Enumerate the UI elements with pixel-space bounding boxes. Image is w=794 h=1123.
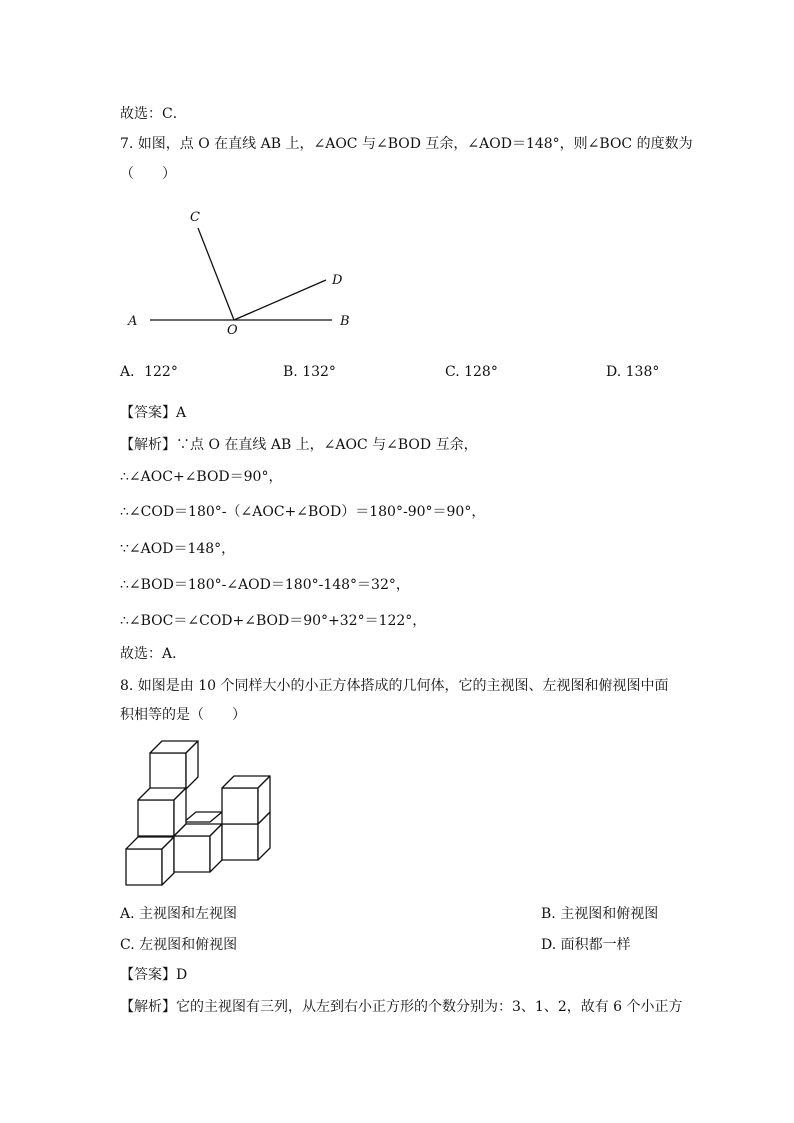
- q8-cube-figure: [120, 735, 280, 895]
- q8-stem-line2: 积相等的是（ ）: [120, 707, 246, 723]
- q7-answer: 【答案】A: [120, 405, 187, 421]
- q7-stem-line1: 7. 如图，点 O 在直线 AB 上，∠AOC 与∠BOD 互余，∠AOD＝148°，则∠BOC 的度数为: [120, 136, 693, 152]
- q7-option-b: B. 132°: [283, 364, 336, 380]
- q7-angle-figure: [120, 200, 370, 345]
- q8-option-c: C. 左视图和俯视图: [120, 937, 238, 953]
- q7-option-c: C. 128°: [445, 364, 498, 380]
- q7-solution-line4: ∵∠AOD＝148°，: [120, 541, 236, 557]
- q7-option-a: A．122°: [120, 364, 178, 380]
- label-o: O: [227, 323, 238, 338]
- q7-choice: 故选：A．: [120, 646, 187, 662]
- q7-solution-line2: ∴∠AOC+∠BOD＝90°，: [120, 469, 283, 485]
- q7-solution-line3: ∴∠COD＝180°-（∠AOC+∠BOD）＝180°-90°＝90°，: [120, 504, 486, 520]
- q7-solution-line5: ∴∠BOD＝180°-∠AOD＝180°-148°＝32°，: [120, 577, 410, 593]
- q8-stem-line1: 8. 如图是由 10 个同样大小的小正方体搭成的几何体，它的主视图、左视图和俯视图中面: [120, 678, 669, 694]
- q8-option-b: B. 主视图和俯视图: [541, 906, 659, 922]
- label-d: D: [332, 273, 343, 288]
- q7-stem-line2: （ ）: [120, 166, 176, 182]
- q8-option-a: A. 主视图和左视图: [120, 906, 238, 922]
- q8-option-d: D. 面积都一样: [541, 937, 631, 953]
- q8-solution-line1: 【解析】它的主视图有三列，从左到右小正方形的个数分别为：3、1、2，故有 6 个小正方: [120, 999, 683, 1015]
- ray-oc: [198, 228, 234, 320]
- label-b: B: [340, 314, 350, 329]
- label-a: A: [128, 314, 138, 329]
- q7-option-d: D. 138°: [606, 364, 660, 380]
- q8-answer: 【答案】D: [120, 967, 188, 983]
- label-c: C: [190, 210, 200, 225]
- ray-od: [234, 280, 326, 320]
- q7-solution-line6: ∴∠BOC＝∠COD+∠BOD＝90°+32°＝122°，: [120, 613, 427, 629]
- q7-solution-line1: 【解析】∵点 O 在直线 AB 上，∠AOC 与∠BOD 互余，: [120, 437, 478, 453]
- prev-choice: 故选：C．: [120, 106, 187, 122]
